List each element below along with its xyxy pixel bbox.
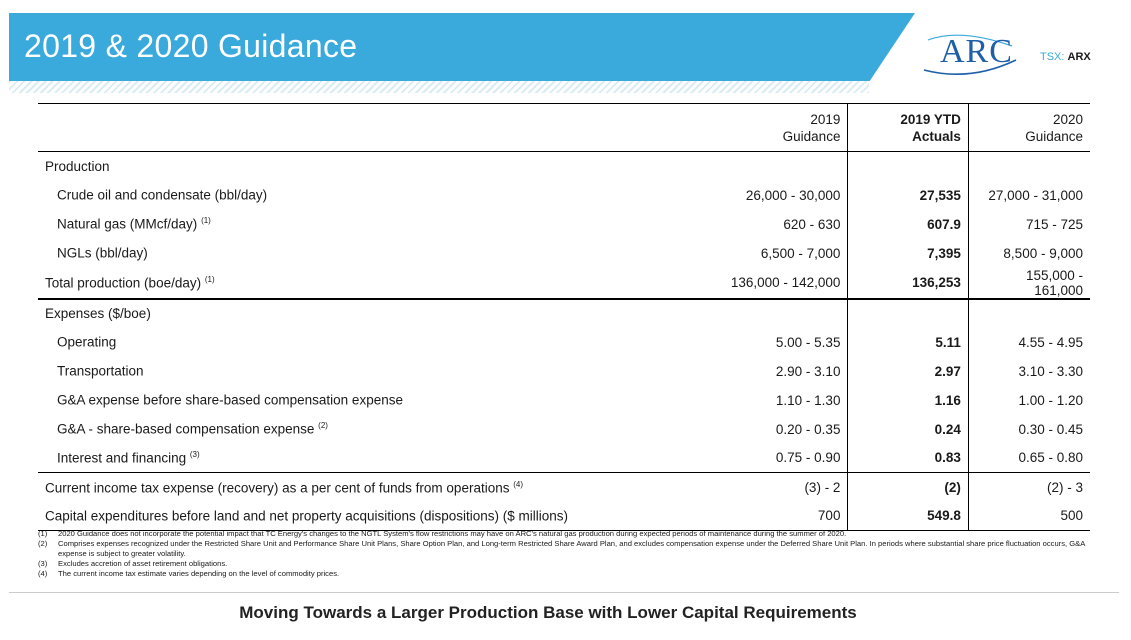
- table-row: Crude oil and condensate (bbl/day) 26,000 - 30,000 27,535 27,000 - 31,000: [38, 181, 1090, 210]
- footer-divider: [9, 592, 1119, 593]
- page-title: 2019 & 2020 Guidance: [24, 28, 358, 64]
- header-2019-ytd-actuals: 2019 YTD Actuals: [848, 104, 968, 152]
- ticker-symbol: ARX: [1067, 51, 1091, 63]
- table-row: Operating 5.00 - 5.35 5.11 4.55 - 4.95: [38, 328, 1090, 357]
- footnotes: [38, 529, 1090, 579]
- table-row: NGLs (bbl/day) 6,500 - 7,000 7,395 8,500 - 9,000: [38, 239, 1090, 268]
- table-row-total-production: Total production (boe/day) $^{(1)}$ 136,000 - 142,000 136,253 155,000 - 161,000: [45, 267, 1083, 298]
- header-stripes: [9, 81, 869, 93]
- table-row: G&A expense before share-based compensation expense 1.10 - 1.30 1.16 1.00 - 1.20: [38, 386, 1090, 415]
- ticker-label: TSX: ARX: [1040, 51, 1091, 63]
- arc-logo: ARC: [940, 33, 1013, 70]
- footnote: (3) Excludes accretion of asset retirement obligations.: [38, 559, 228, 568]
- section-expenses: Expenses ($/boe): [38, 299, 1090, 328]
- slide-tagline: Moving Towards a Larger Production Base with Lower Capital Requirements: [239, 603, 857, 622]
- table-row: Transportation 2.90 - 3.10 2.97 3.10 - 3.30: [38, 357, 1090, 386]
- guidance-table: [38, 103, 1090, 531]
- footnote: (2) Comprises expenses recognized under the Restricted Share Unit and Performance Share Unit Plans, Share Option Plan, and Long-term Restricted Share Award Plan, and excludes compensation expense under the Deferred Share Unit Plan. In periods where substantial share price fluctuation occurs, G&A expense is subject to greater volatility.: [38, 539, 1085, 558]
- table-row: G&A - share-based compensation expense $^{(2)}$ 0.20 - 0.35 0.24 0.30 - 0.45: [38, 415, 1090, 444]
- header-2020-guidance: 2020 Guidance: [968, 104, 1090, 152]
- footnote: (1) 2020 Guidance does not incorporate the potential impact that TC Energy's changes to the NGTL System's flow restrictions may have on ARC's natural gas production during expected periods of maintenance during the summer of 2020.: [38, 529, 847, 538]
- table-row-capital-expenditures: Capital expenditures before land and net property acquisitions (dispositions) ($ millions) 700 549.8 500: [38, 502, 1090, 531]
- section-production: Production: [38, 152, 1090, 181]
- header-2019-guidance: 2019 Guidance: [713, 104, 848, 152]
- table-header-row: [38, 104, 1090, 152]
- table-row-income-tax: Current income tax expense (recovery) as a per cent of funds from operations $^{(4)}$ (3) - 2 (2) (2) - 3: [38, 473, 1090, 502]
- table-row: Natural gas (MMcf/day) $^{(1)}$ 620 - 630 607.9 715 - 725: [38, 210, 1090, 239]
- header-label-cell: [38, 104, 713, 152]
- footnote: (4) The current income tax estimate varies depending on the level of commodity prices.: [38, 569, 340, 578]
- table-row: Interest and financing $^{(3)}$ 0.75 - 0.90 0.83 0.65 - 0.80: [38, 444, 1090, 473]
